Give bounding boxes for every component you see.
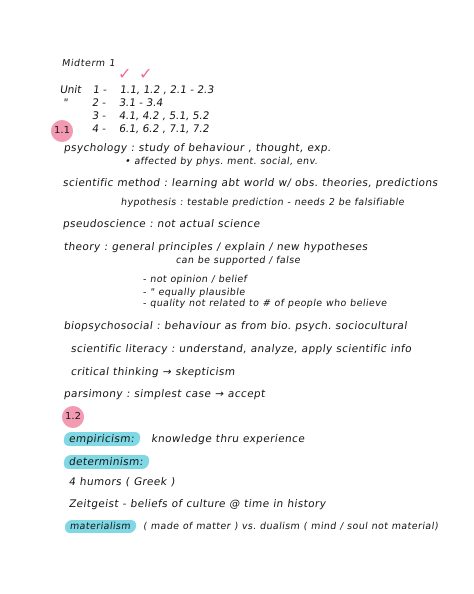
- term-empiricism: empiricism:: [63, 432, 141, 446]
- note-parsimony: parsimony : simplest case → accept: [63, 388, 267, 400]
- check-icon: ✓: [118, 64, 132, 83]
- note-materialism: [69, 521, 439, 532]
- unit-number: 1 -: [92, 84, 108, 96]
- materialism-definition: ( made of matter ) vs. dualism ( mind / soul not material): [142, 521, 440, 532]
- page-title: Midterm 1: [61, 58, 117, 69]
- unit-row-1: [59, 84, 215, 96]
- section-badge-label: 1.1: [54, 125, 70, 136]
- note-hypothesis: hypothesis : testable prediction - needs 2 be falsifiable: [120, 197, 406, 208]
- note-determinism: [68, 456, 149, 468]
- unit-chapters: 6.1, 6.2 , 7.1, 7.2: [118, 123, 211, 135]
- note-biopsychosocial: biopsychosocial : behaviour as from bio. psych. sociocultural: [63, 320, 409, 332]
- note-psychology-sub: • affected by phys. ment. social, env.: [124, 156, 319, 167]
- note-scientific-method: scientific method : learning abt world w/ obs. theories, predictions: [62, 177, 440, 189]
- bullet-item: - " equally plausible: [142, 287, 247, 298]
- term-determinism: determinism:: [63, 455, 150, 469]
- unit-number: 4 -: [91, 123, 107, 135]
- unit-prefix: ": [62, 97, 69, 109]
- bullet-item: - quality not related to # of people who believe: [142, 298, 389, 309]
- unit-number: 3 -: [91, 110, 107, 122]
- unit-prefix: Unit: [59, 84, 83, 96]
- unit-chapters: 3.1 - 3.4: [118, 97, 164, 109]
- section-badge-1-1: [51, 120, 73, 142]
- section-badge-label: 1.2: [65, 411, 81, 422]
- bullet-item: - not opinion / belief: [142, 274, 249, 285]
- note-critical-thinking: critical thinking → skepticism: [70, 366, 237, 378]
- unit-chapters: 1.1, 1.2 , 2.1 - 2.3: [119, 84, 215, 96]
- check-icon: ✓: [139, 64, 153, 83]
- note-humors: 4 humors ( Greek ): [68, 476, 177, 488]
- unit-number: 2 -: [91, 97, 107, 109]
- note-empiricism: [68, 433, 306, 445]
- note-pseudoscience: pseudoscience : not actual science: [62, 218, 262, 230]
- empiricism-definition: knowledge thru experience: [150, 433, 306, 445]
- note-theory-sub: can be supported / false: [175, 255, 302, 266]
- term-materialism: materialism: [64, 520, 137, 533]
- note-theory: theory : general principles / explain / new hypotheses: [63, 241, 369, 253]
- note-psychology: psychology : study of behaviour , thought, exp.: [63, 142, 333, 154]
- unit-chapters: 4.1, 4.2 , 5.1, 5.2: [118, 110, 211, 122]
- section-badge-1-2: [62, 406, 84, 428]
- note-scientific-literacy: scientific literacy : understand, analyze, apply scientific info: [70, 343, 413, 355]
- note-zeitgeist: Zeitgeist - beliefs of culture @ time in history: [68, 498, 328, 510]
